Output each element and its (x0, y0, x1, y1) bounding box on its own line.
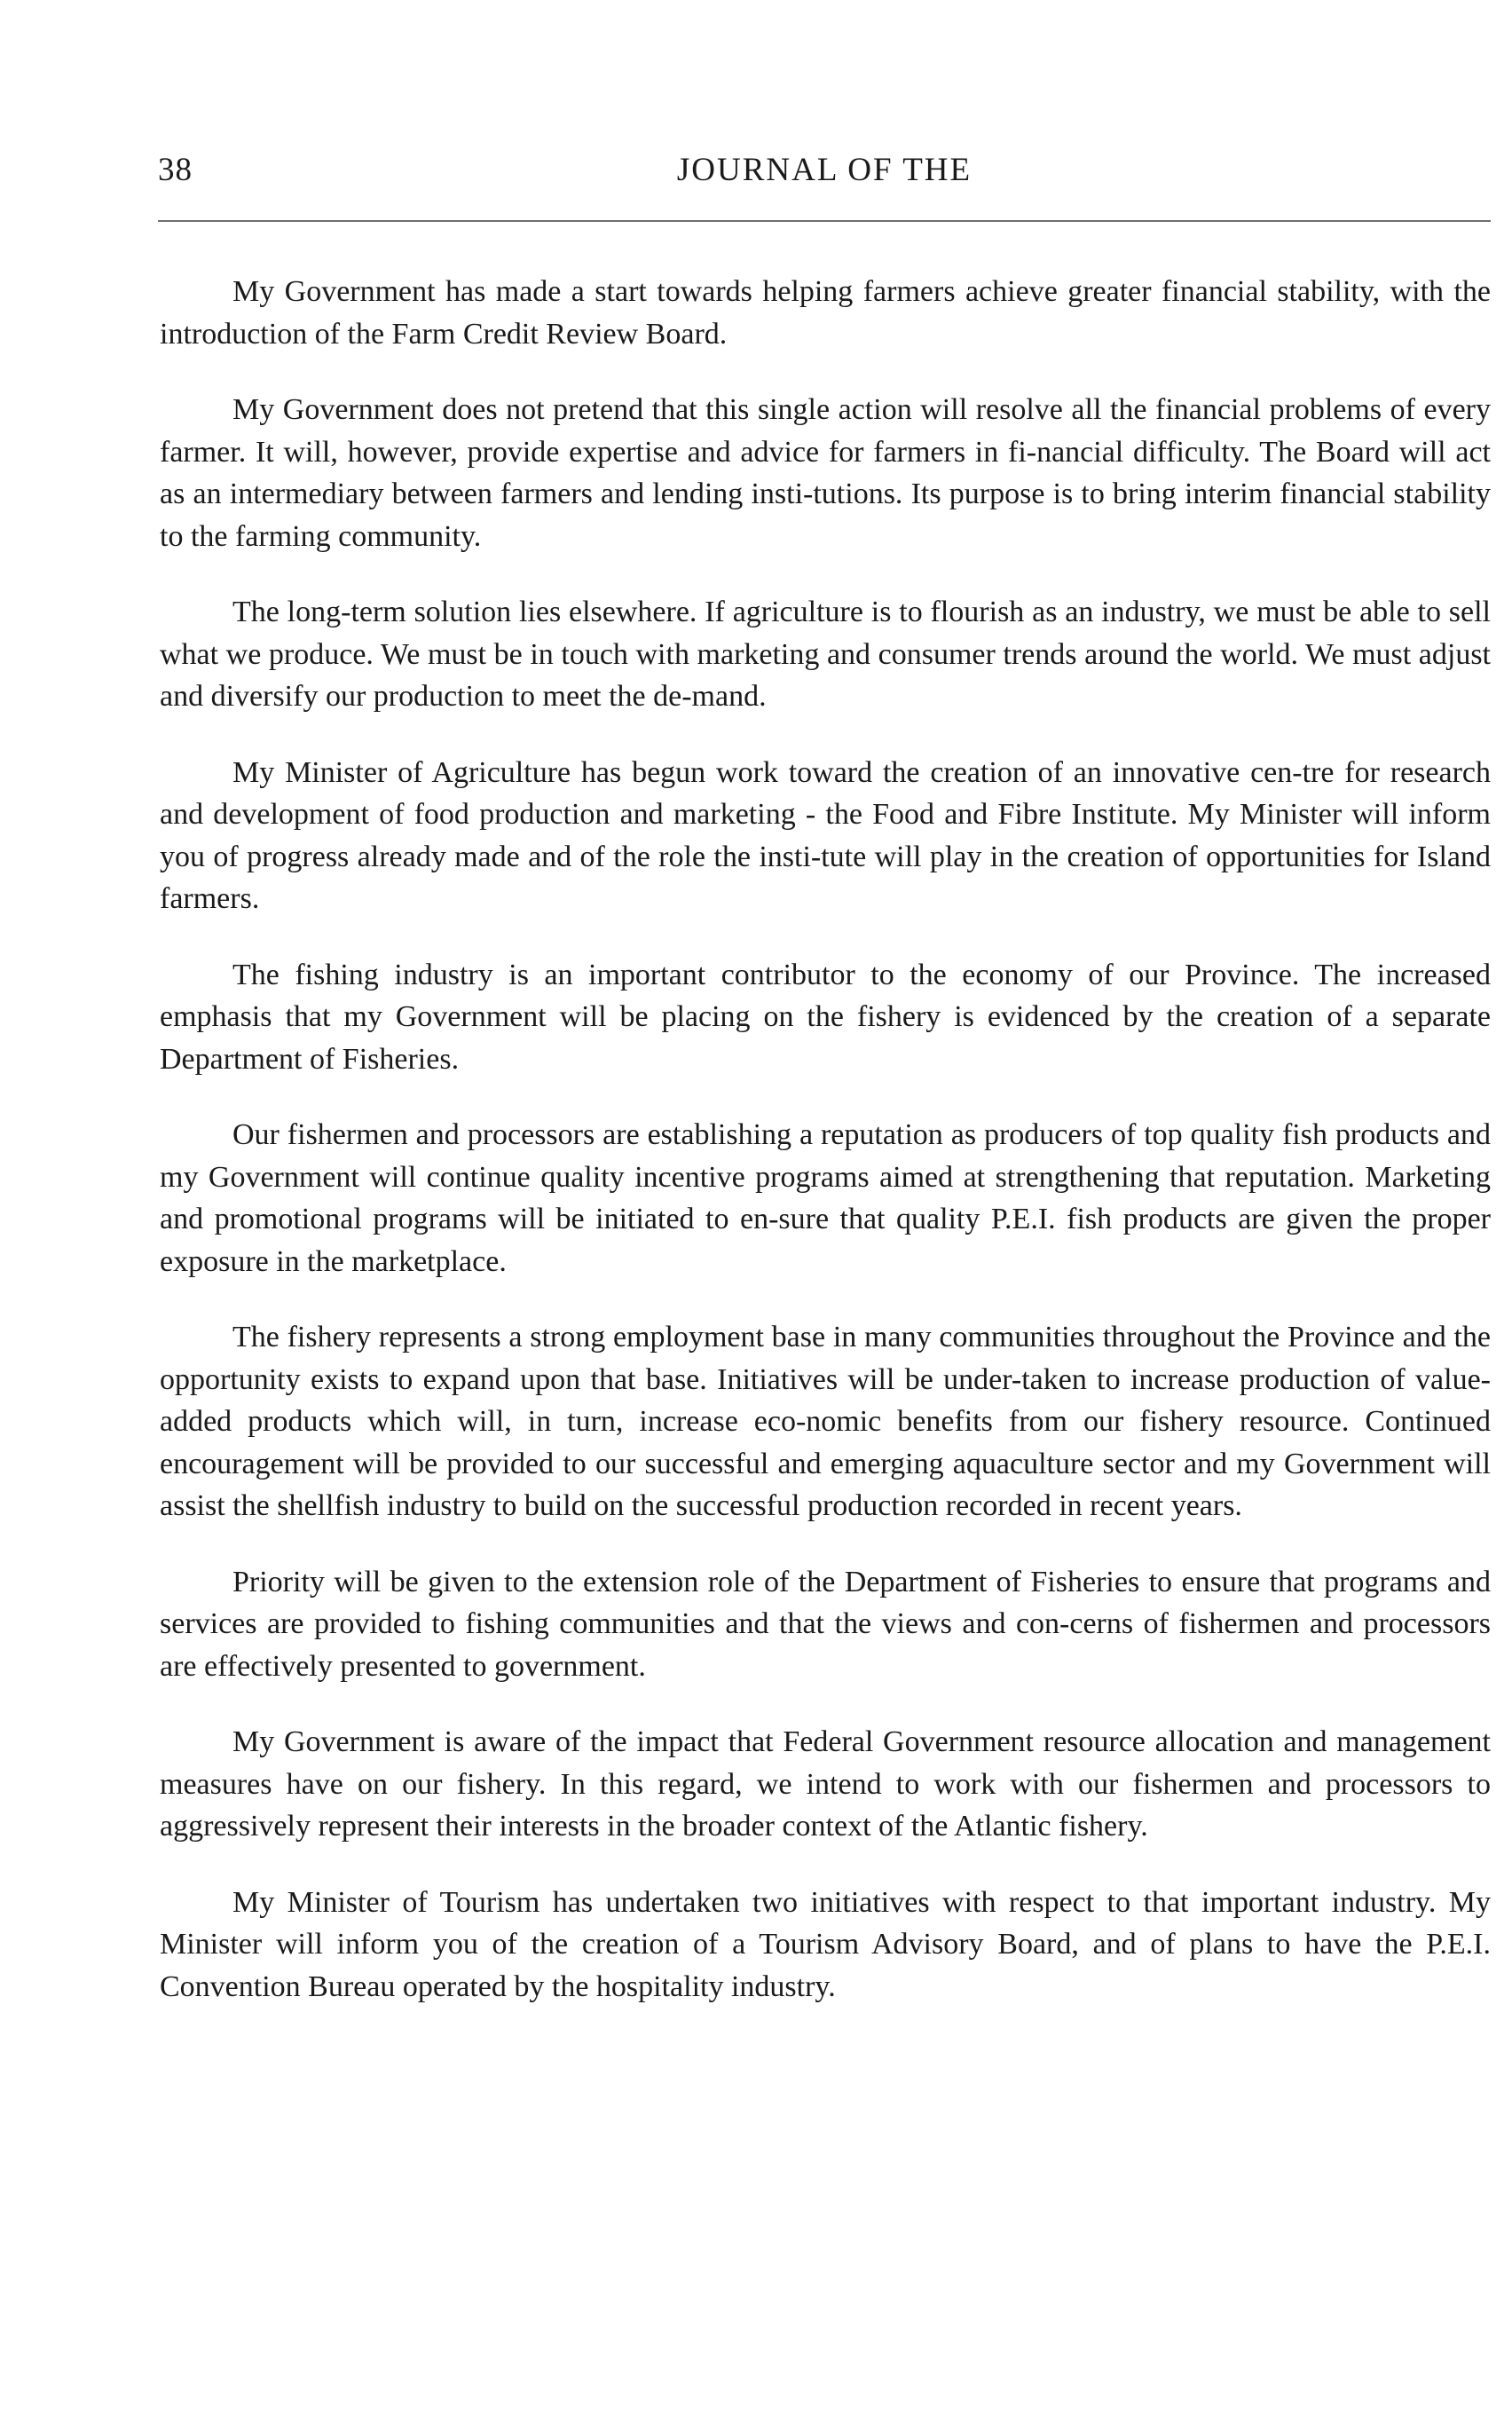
paragraph-fishery-employment: The fishery represents a strong employment base in many communities throughout the Province and the opportunity exists to expand upon that base. Initiatives will be under-taken to increase production of value-added products which will, in turn, increase eco-nomic benefits from our fishery resource. Continued encouragement will be provided to our successful and emerging aquaculture sector and my Government will assist the shellfish industry to build on the successful production recorded in recent years. (160, 1321, 1491, 1522)
page-header (158, 149, 1491, 202)
paragraph-food-and-fibre-institute: My Minister of Agriculture has begun work toward the creation of an innovative cen-tre for research and development of food production and marketing - the Food and Fibre Institute. My Minister will inform you of progress already made and of the role the insti-tute will play in the creation of opportunities for Island farmers. (160, 755, 1491, 915)
page-number: 38 (158, 152, 193, 188)
paragraph-department-of-fisheries: Priority will be given to the extension role of the Department of Fisheries to ensure that programs and services are provided to fishing communities and that the views and con-cerns of fishermen and processors are effectively presented to government. (160, 1565, 1491, 1683)
paragraph-fishing-industry: The fishing industry is an important contributor to the economy of our Province. The increased emphasis that my Government will be placing on the fishery is evidenced by the creation of a separate Department of Fisheries. (160, 958, 1491, 1076)
paragraph-tourism-initiatives: My Minister of Tourism has undertaken two initiatives with respect to that important industry. My Minister will inform you of the creation of a Tourism Advisory Board, and of plans to have the P.E.I. Convention Bureau operated by the hospitality industry. (160, 1885, 1491, 2003)
paragraph-financial-problems: My Government does not pretend that this single action will resolve all the financial problems of every farmer. It will, however, provide expertise and advice for farmers in fi-nancial difficulty. The Board will act as an intermediary between farmers and lending insti-tutions. Its purpose is to bring interim financial stability to the farming community. (160, 393, 1491, 553)
paragraph-farm-credit-review-board: My Government has made a start towards helping farmers achieve greater financial stability, with the introduction of the Farm Credit Review Board. (160, 275, 1491, 351)
paragraph-fish-product-quality: Our fishermen and processors are establishing a reputation as producers of top quality fish products and my Government will continue quality incentive programs aimed at strengthening that reputation. Marketing and promotional programs will be initiated to en-sure that quality P.E.I. fish products are given the proper exposure in the marketplace. (160, 1118, 1491, 1278)
running-head: JOURNAL OF THE (676, 152, 973, 188)
header-rule (158, 220, 1491, 222)
paragraph-federal-resource-allocation: My Government is aware of the impact that Federal Government resource allocation and management measures have on our fishery. In this regard, we intend to work with our fishermen and processors to aggressively represent their interests in the broader context of the Atlantic fishery. (160, 1725, 1491, 1843)
body-text (160, 271, 1491, 2041)
paragraph-long-term-solution: The long-term solution lies elsewhere. If agriculture is to flourish as an industry, we must be able to sell what we produce. We must be in touch with marketing and consumer trends around the world. We must adjust and diversify our production to meet the de-mand. (160, 596, 1491, 713)
